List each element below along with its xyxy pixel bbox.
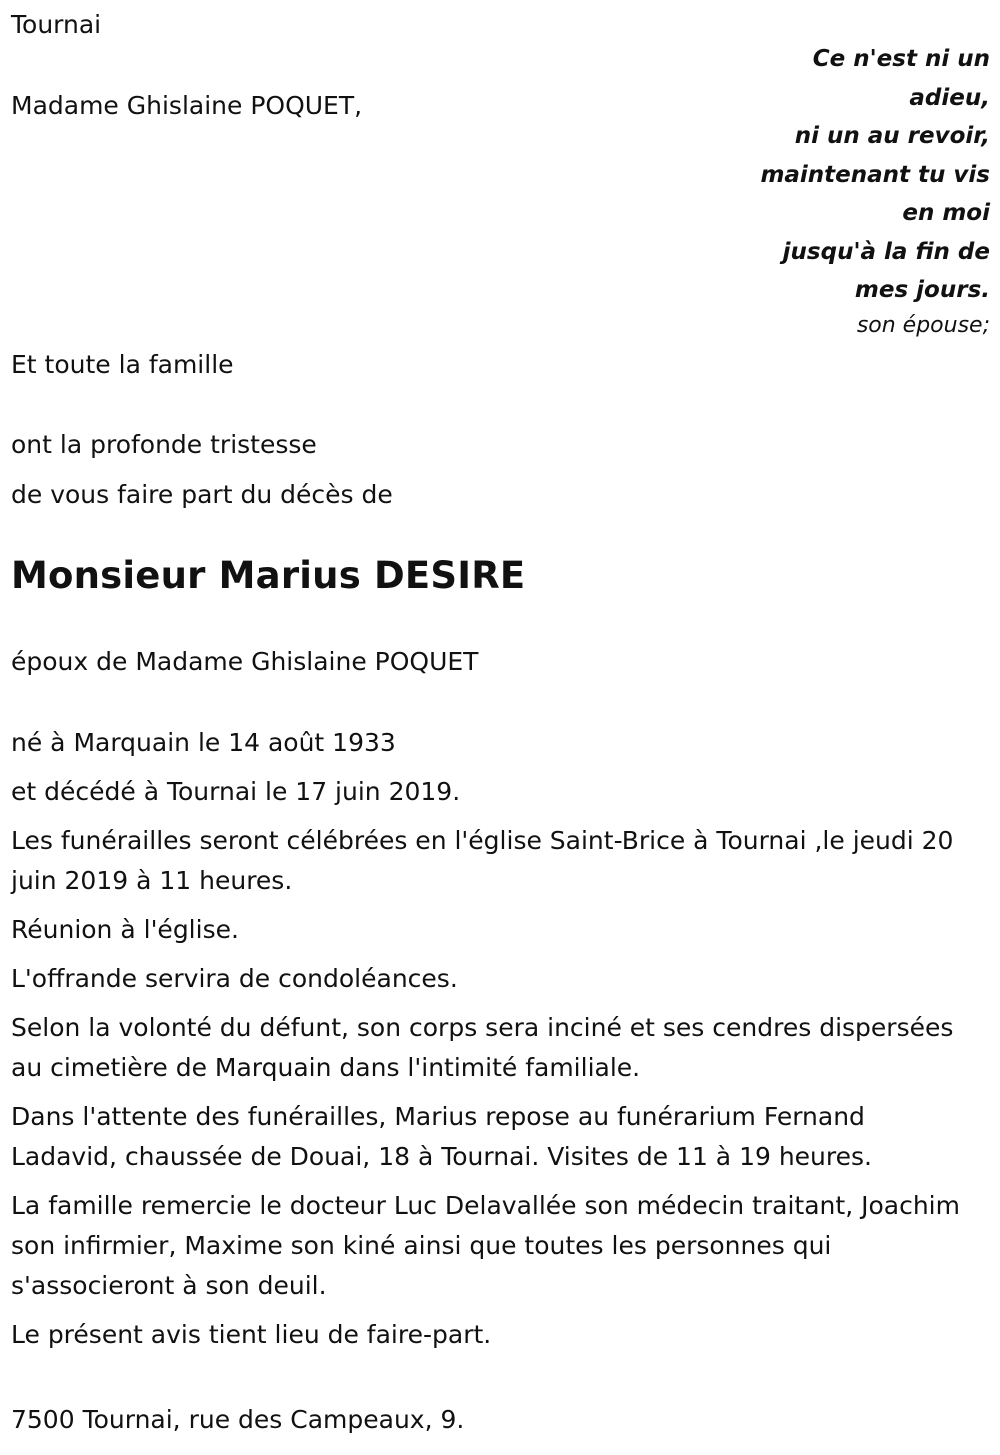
- city-heading: Tournai: [11, 10, 102, 39]
- poem-signature: son épouse;: [856, 312, 990, 338]
- poem-line: adieu,: [909, 84, 990, 111]
- funerarium-paragraph: Dans l'attente des funérailles, Marius repose au funérarium Fernand Ladavid, chaussée de Douai, 18 à Tournai. Visites de 11 à 19 heures.: [11, 1102, 872, 1171]
- announcement-line-1: ont la profonde tristesse: [11, 430, 317, 459]
- widow-name: Madame Ghislaine POQUET,: [11, 91, 363, 120]
- poem-line: Ce n'est ni un: [812, 46, 990, 72]
- poem-line: mes jours.: [854, 277, 990, 303]
- details-section: [11, 723, 976, 1364]
- family-line: Et toute la famille: [11, 350, 234, 379]
- poem-block: [630, 40, 990, 342]
- poem-line: maintenant tu vis: [760, 161, 990, 188]
- thanks-paragraph: La famille remercie le docteur Luc Delavallée son médecin traitant, Joachim son infirmier, Maxime son kiné ainsi que toutes les personnes qui s'associeront à son deuil.: [11, 1191, 960, 1300]
- announcement-line-2: de vous faire part du décès de: [11, 480, 393, 509]
- deceased-name: Monsieur Marius DESIRE: [11, 554, 526, 597]
- poem-line: ni un au revoir,: [794, 123, 990, 149]
- funeral-paragraph: Les funérailles seront célébrées en l'église Saint-Brice à Tournai ,le jeudi 20 juin 2019 à 11 heures.: [11, 826, 954, 895]
- birth-line: né à Marquain le 14 août 1933: [11, 728, 396, 757]
- notice-note: Le présent avis tient lieu de faire-part.: [11, 1320, 492, 1349]
- spouse-line: époux de Madame Ghislaine POQUET: [11, 647, 479, 676]
- cremation-paragraph: Selon la volonté du défunt, son corps sera inciné et ses cendres dispersées au cimetière de Marquain dans l'intimité familiale.: [11, 1013, 954, 1082]
- meeting-line: Réunion à l'église.: [11, 915, 239, 944]
- poem-line: en moi: [902, 200, 990, 226]
- death-line: et décédé à Tournai le 17 juin 2019.: [11, 777, 461, 806]
- offering-line: L'offrande servira de condoléances.: [11, 964, 458, 993]
- address-line: 7500 Tournai, rue des Campeaux, 9.: [11, 1405, 465, 1434]
- poem-line: jusqu'à la fin de: [782, 238, 990, 265]
